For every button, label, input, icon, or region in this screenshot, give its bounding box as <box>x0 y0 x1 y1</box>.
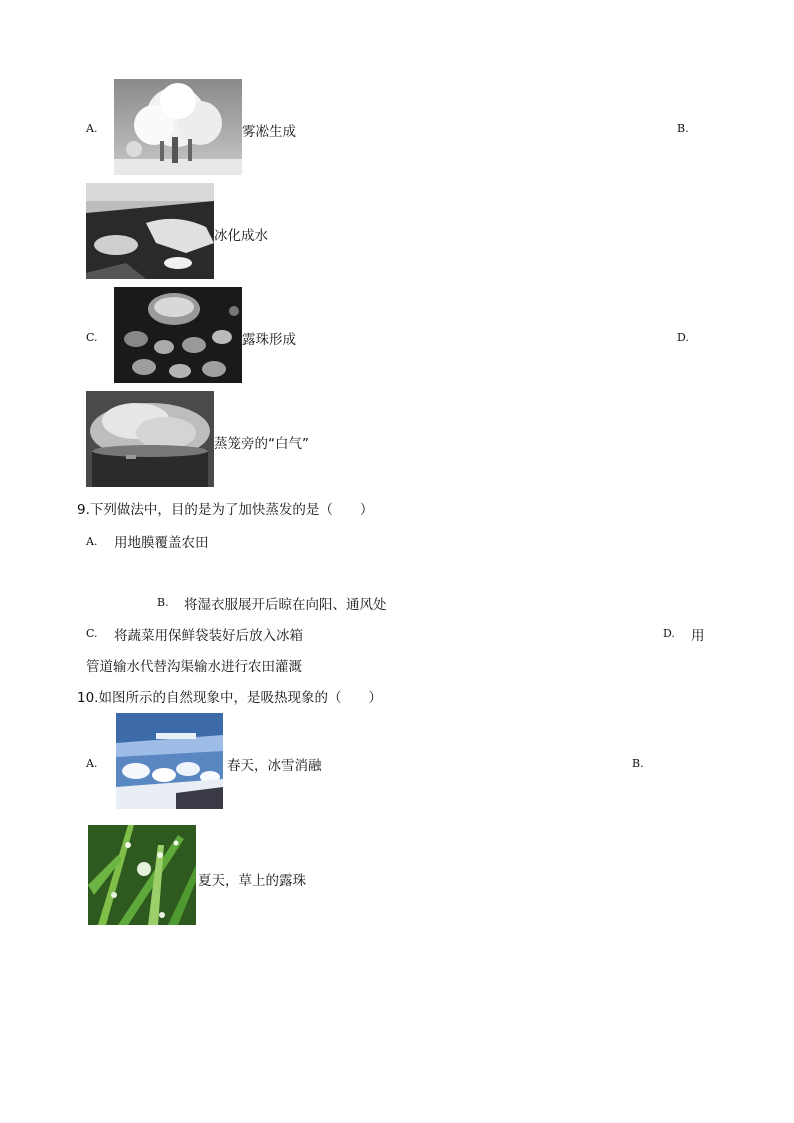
melting-ice-photo <box>86 183 214 279</box>
q8-option-b-letter: B. <box>677 122 689 135</box>
grass-dew-photo <box>88 825 196 925</box>
q9-option-d-letter: D. <box>663 627 675 640</box>
q8-option-d-letter: D. <box>677 331 689 344</box>
q9-option-c-text: 将蔬菜用保鲜袋装好后放入冰箱 <box>114 628 303 644</box>
q9-option-b-letter: B. <box>157 596 169 609</box>
rime-frost-tree-photo <box>114 79 242 175</box>
q8-option-c-caption: 露珠形成 <box>242 332 296 348</box>
q8-option-d-caption: 蒸笼旁的“白气” <box>214 436 309 452</box>
q10-option-a-caption: 春天，冰雪消融 <box>227 758 322 774</box>
q9-option-a-letter: A. <box>86 535 98 548</box>
q9-option-d-text-line2: 管道输水代替沟渠输水进行农田灌溉 <box>86 659 302 675</box>
q8-option-a-letter: A. <box>86 122 98 135</box>
q10-stem: 10.如图所示的自然现象中，是吸热现象的（ ） <box>77 690 382 706</box>
spring-snow-melting-photo <box>116 713 223 809</box>
q10-option-b-letter: B. <box>632 757 644 770</box>
q9-option-a-text: 用地膜覆盖农田 <box>114 535 209 551</box>
q9-option-d-text-line1: 用 <box>691 628 705 644</box>
q10-option-a-letter: A. <box>86 757 98 770</box>
steamer-steam-photo <box>86 391 214 487</box>
q8-option-b-caption: 冰化成水 <box>214 228 268 244</box>
q8-option-a-caption: 雾凇生成 <box>242 124 296 140</box>
dew-drops-photo <box>114 287 242 383</box>
q8-option-c-letter: C. <box>86 331 98 344</box>
q9-stem: 9.下列做法中，目的是为了加快蒸发的是（ ） <box>77 502 374 518</box>
q9-option-c-letter: C. <box>86 627 98 640</box>
q9-option-b-text: 将湿衣服展开后晾在向阳、通风处 <box>184 597 387 613</box>
q10-option-b-caption: 夏天，草上的露珠 <box>198 873 306 889</box>
